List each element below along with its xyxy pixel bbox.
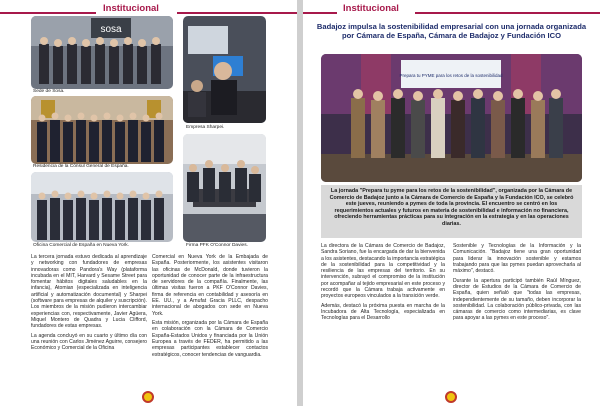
paragraph: Esta misión, organizada por la Cámara de España en colaboración con la Cámara de Comercio España-Estados Unidos y financiada por la Unión Europea a través de FEDER, ha permitido a las empresas participantes establecer contactos estratégicos, conocer tendencias de vanguardia. (152, 320, 268, 358)
photo-oficina (31, 172, 173, 242)
paragraph: Sostenible y Tecnologías de la Información y la Comunicación. "Badajoz tiene una gran oportunidad para liderar la innovación sostenible y estamos trabajando para que las pymes puedan aprovecharla al máximo", destacó. (453, 243, 581, 275)
caption-sosa: Sede de Sosa. (33, 89, 65, 94)
caption-consul: Residencia de la Cónsul General de España. (33, 164, 129, 169)
photo-sosa (31, 16, 173, 89)
caption-oficina: Oficina Comercial de España en Nueva York. (33, 243, 129, 248)
photo-sharpei (183, 16, 266, 123)
highlight-box: La jornada "Prepara tu pyme para los retos de la sostenibilidad", organizada por la Cámara de Comercio de Badajoz junto a la Cámara de Comercio de España y la Fundación ICO, se celebró este jueves, reuniendo a pymes de toda la provincia. El encuentro se centró en los requerimientos actuales y futuros en materia de sostenibilidad e información no financiera, ofreciendo herramientas prácticas para su integración en la estrategia y en las operaciones diarias. (321, 185, 582, 238)
caption-sharpei: Empresa Sharpei. (186, 125, 225, 130)
camara-logo-icon (142, 391, 154, 403)
paragraph: La agenda concluyó en su cuarto y último día con una reunión con Carlos Jiménez Aguirre, consejero Económico y Comercial de la Oficina (31, 332, 147, 352)
right-page (303, 0, 600, 406)
article-headline: Badajoz impulsa la sostenibilidad empresarial con una jornada organizada por Cámara de España, Cámara de Badajoz y Fundación ICO (316, 22, 587, 41)
paragraph: Además, destacó la próxima puesta en marcha de la Incubadora de Alta Tecnología, especializada en Tecnologías para el Desarrollo (321, 302, 445, 322)
left-page (0, 0, 297, 406)
left-column-2 (152, 254, 268, 361)
sosa-sign: sosa (100, 24, 122, 35)
right-column-1 (321, 243, 445, 325)
photo-consul (31, 96, 173, 164)
right-column-2 (453, 243, 581, 325)
photo-firma (183, 134, 266, 242)
left-column-1 (31, 254, 147, 355)
paragraph: La directora de la Cámara de Comercio de Badajoz, Sandra Soriano, fue la encargada de dar la bienvenida a los asistentes, destacando la importancia estratégica de la sostenibilidad para la competitividad y la resiliencia de las empresas del territorio. En su intervención, subrayó el compromiso de la institución por acompañar al tejido empresarial en este proceso y recordó que la Cámara trabaja activamente en proyectos europeos vinculados a la transición verde. (321, 243, 445, 300)
event-banner-text: Prepara tu PYME para los retos de la sostenibilidad (399, 73, 503, 78)
caption-firma: Firma PFK O'Connor Davies. (186, 243, 248, 248)
paragraph: Durante la apertura participó también Raúl Mínguez, director de Estudios de la Cámara de Comercio de España, quien señaló que "todas las empresas, independientemente de su tamaño, deben incorporar la sostenibilidad. La colaboración público-privada, con las cámaras de comercio como intermediarias, es clave para apoyar a las pymes en este proceso". (453, 277, 581, 322)
photo-group-badajoz (321, 54, 582, 182)
camara-logo-icon (445, 391, 457, 403)
section-label: Institucional (103, 3, 159, 14)
paragraph: La tercera jornada estuvo dedicada al aprendizaje y networking con fundadores de empresas innovadoras como Pandora's Way (plataforma incubada en el MIT, Harvard y Sesame Street para fomentar hábitos digitales saludables en la infancia), Atomian (especializada en inteligencia artificial y automatización documental) y Sharpei (software para empresas de alquiler y suscripción). Los miembros de la misión pudieron intercambiar experiencias con, respectivamente, Javier Agüera, Miquel Montero de Quadra y Lucia Clifford, fundadores de estas empresas. (31, 254, 147, 330)
paragraph: Comercial en Nueva York de la Embajada de España. Posteriormente, los asistentes visitaron las oficinas de McDonald, donde tuvieron la oportunidad de conocer parte de la infraestructura de servidores de la compañía. Finalmente, las últimas visitas fueron a PKF O'Connor Davies, firma de referencia en contabilidad y asesoría en EE. UU., y a Arnufat Gracia PLLC, despacho internacional de abogados con sede en Nueva York. (152, 254, 268, 317)
section-header (303, 0, 600, 18)
section-label: Institucional (343, 3, 399, 14)
